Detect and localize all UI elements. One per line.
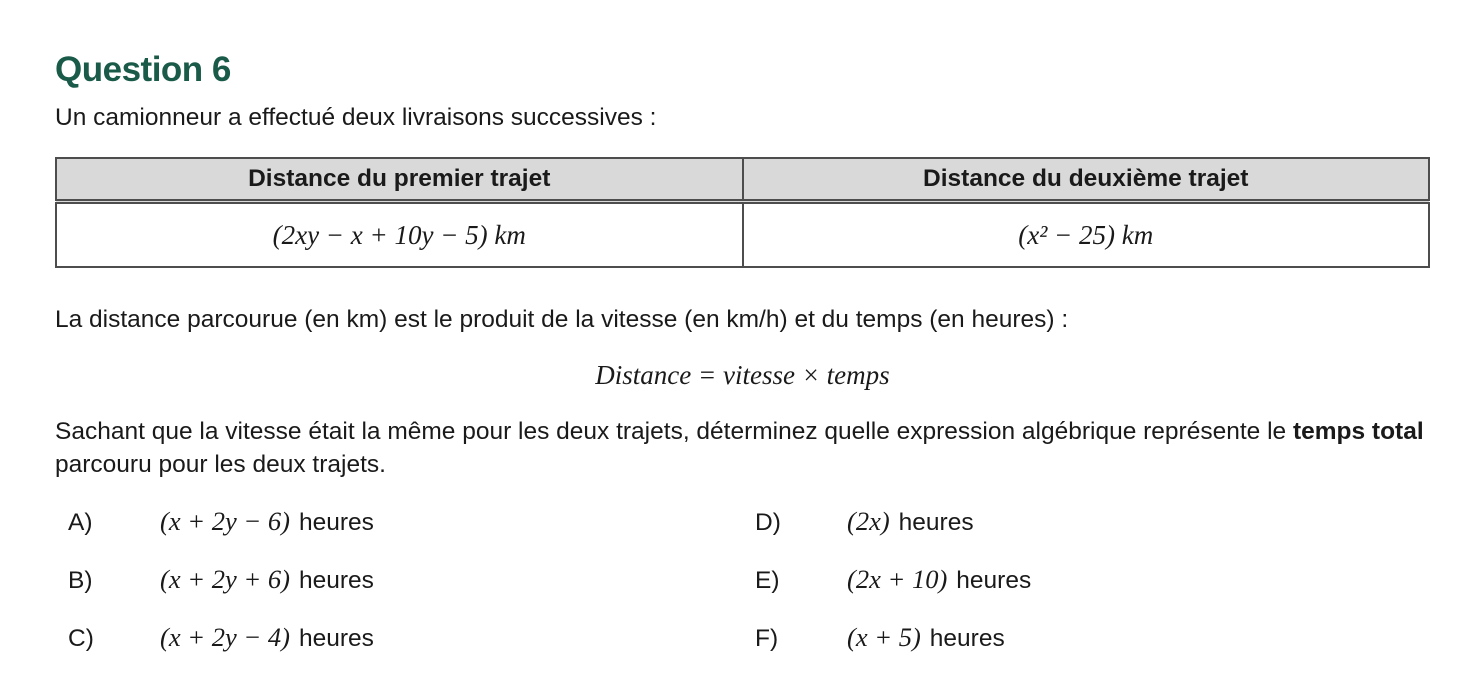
choice-b-expression: (x + 2y + 6): [160, 564, 290, 594]
choice-a-expression: (x + 2y − 6): [160, 506, 290, 536]
question-text-post: parcouru pour les deux trajets.: [55, 451, 386, 478]
choice-e: [742, 564, 1450, 622]
page-title: Question 6: [55, 50, 231, 89]
choice-d-letter: D): [755, 509, 781, 536]
intro-text: Un camionneur a effectué deux livraisons successives :: [55, 104, 657, 131]
choice-f: [742, 622, 1450, 680]
choice-c: [55, 622, 742, 680]
choice-d: [742, 506, 1450, 564]
choice-b: [55, 564, 742, 622]
choice-f-unit: heures: [929, 625, 1005, 652]
choice-f-letter: F): [755, 625, 779, 652]
question-text-pre: Sachant que la vitesse était la même pour les deux trajets, déterminez quelle expression algébrique représente le: [55, 418, 1293, 445]
distance-definition-text: La distance parcourue (en km) est le produit de la vitesse (en km/h) et du temps (en heures) :: [55, 306, 1069, 333]
choice-c-letter: C): [68, 625, 94, 652]
choice-c-unit: heures: [298, 625, 374, 652]
table-body-row: [56, 202, 1429, 268]
table-cell-second-trip-distance: (x² − 25) km: [743, 202, 1430, 268]
choice-b-letter: B): [68, 567, 93, 594]
choice-b-unit: heures: [298, 567, 374, 594]
choice-d-unit: heures: [898, 509, 974, 536]
choice-a: [55, 506, 742, 564]
question-text-bold: temps total: [1292, 418, 1424, 445]
answer-choices: [55, 506, 1450, 680]
choice-e-letter: E): [755, 567, 780, 594]
choice-f-expression: (x + 5): [847, 622, 921, 652]
distances-table: [55, 157, 1430, 268]
table-header-first-trip: Distance du premier trajet: [56, 158, 743, 202]
choice-e-unit: heures: [956, 567, 1032, 594]
distance-formula: Distance = vitesse × temps: [595, 360, 890, 390]
table-header-second-trip: Distance du deuxième trajet: [743, 158, 1430, 202]
choice-d-expression: (2x): [847, 506, 890, 536]
choice-a-unit: heures: [298, 509, 374, 536]
table-cell-first-trip-distance: (2xy − x + 10y − 5) km: [56, 202, 743, 268]
choice-a-letter: A): [68, 509, 93, 536]
choice-c-expression: (x + 2y − 4): [160, 622, 290, 652]
question-text: [55, 415, 1447, 481]
choice-e-expression: (2x + 10): [847, 564, 948, 594]
table-header-row: [56, 158, 1429, 202]
